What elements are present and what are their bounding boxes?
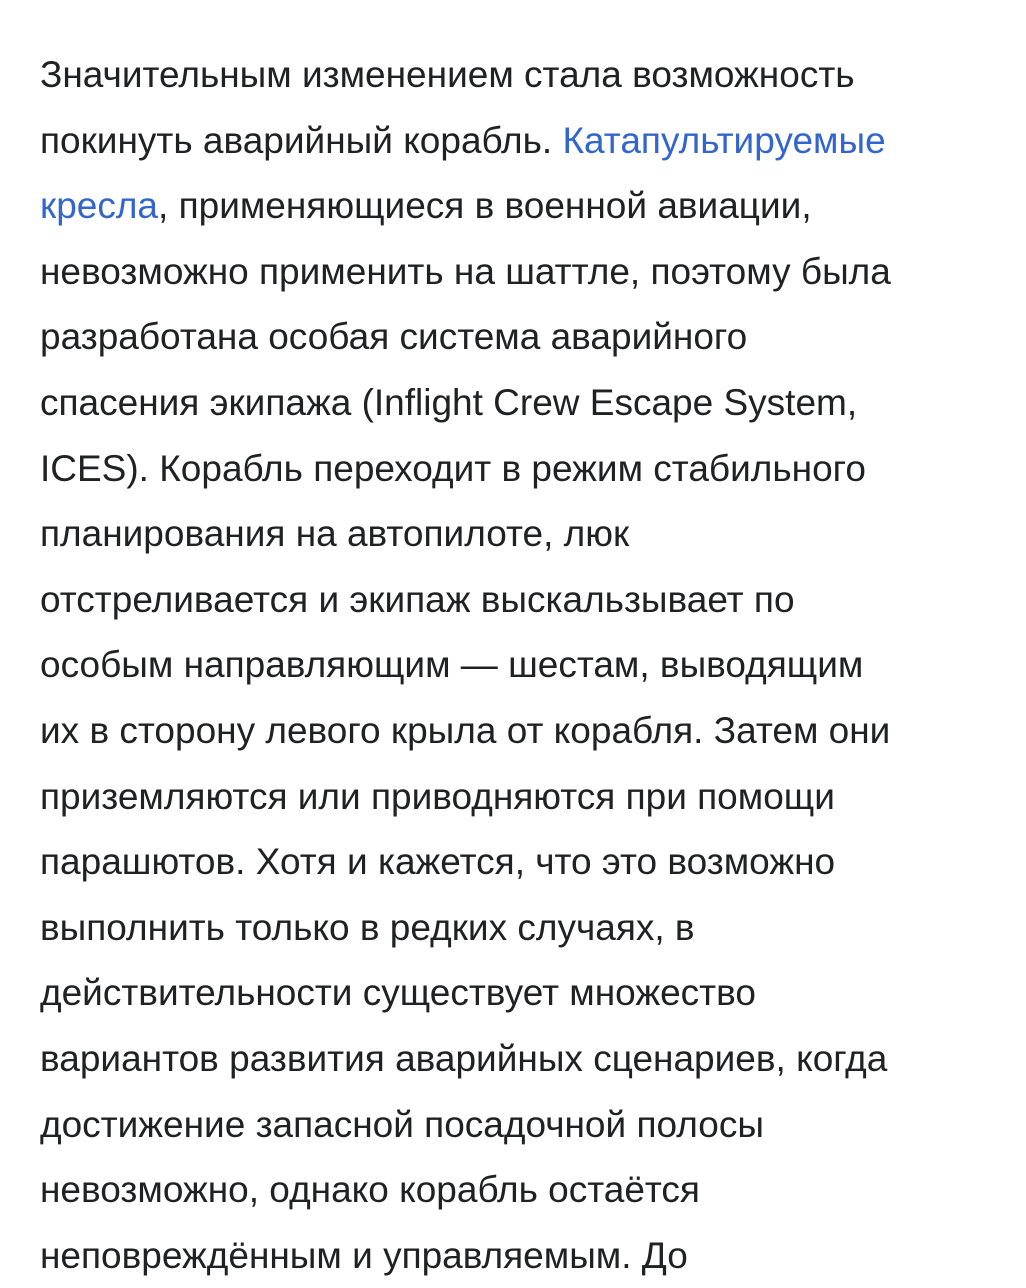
paragraph-line: невозможно, однако корабль остаётся [40, 1169, 700, 1211]
paragraph-line: приземляются или приводняются при помощи [40, 775, 835, 817]
paragraph-line: ICES). Корабль переходит в режим стабильного [40, 447, 866, 489]
paragraph-line: особым направляющим — шестам, выводящим [40, 644, 864, 686]
paragraph-line: выполнить только в редких случаях, в [40, 906, 695, 948]
paragraph-text: , применяющиеся в военной авиации, [158, 185, 812, 227]
paragraph-line: спасения экипажа (Inflight Crew Escape System, [40, 381, 858, 423]
paragraph-line: отстреливается и экипаж выскальзывает по [40, 578, 795, 620]
paragraph-line: Значительным изменением стала возможность [40, 54, 855, 95]
paragraph-line: неповреждённым и управляемым. До [40, 1234, 688, 1276]
paragraph-line: их в сторону левого крыла от корабля. Затем они [40, 709, 891, 751]
paragraph-line [40, 108, 990, 174]
paragraph-line: действительности существует множество [40, 972, 756, 1014]
paragraph-line: вариантов развития аварийных сценариев, когда [40, 1037, 888, 1079]
ejection-seats-link[interactable]: Катапультируемые [562, 119, 886, 161]
paragraph-line: парашютов. Хотя и кажется, что это возможно [40, 841, 836, 883]
article-paragraph [40, 42, 990, 1288]
paragraph-line [40, 173, 990, 239]
ejection-seats-link-continued[interactable]: кресла [40, 185, 159, 227]
paragraph-text: покинуть аварийный корабль. [40, 119, 563, 161]
paragraph-line: планирования на автопилоте, люк [40, 513, 630, 555]
paragraph-line: достижение запасной посадочной полосы [40, 1103, 764, 1145]
paragraph-line: невозможно применить на шаттле, поэтому была [40, 250, 891, 292]
paragraph-line: разработана особая система аварийного [40, 316, 748, 358]
